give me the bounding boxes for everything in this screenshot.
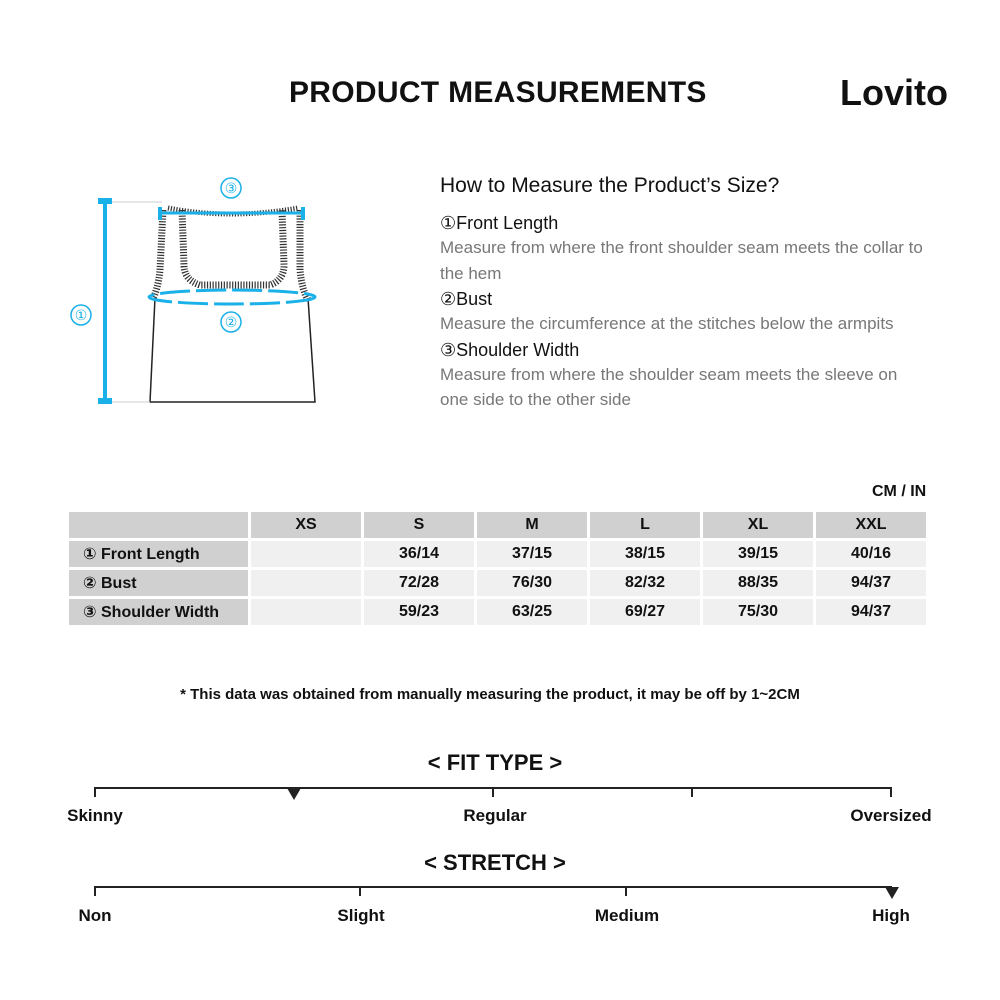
stretch-marker xyxy=(885,887,899,899)
table-header-row xyxy=(69,512,926,538)
howto-item-desc: Measure the circumference at the stitches below the armpits xyxy=(440,314,894,333)
table-cell: 37/15 xyxy=(477,541,587,567)
howto-title: How to Measure the Product’s Size? xyxy=(440,174,780,197)
table-cell: 69/27 xyxy=(590,599,700,625)
size-header: S xyxy=(364,512,474,538)
stretch-tick xyxy=(625,886,627,896)
size-header: XXL xyxy=(816,512,926,538)
marker-2: ② xyxy=(224,314,238,330)
howto-item-front-length xyxy=(440,212,930,286)
table-cell: 63/25 xyxy=(477,599,587,625)
row-label: ③ Shoulder Width xyxy=(69,599,248,625)
table-cell: 40/16 xyxy=(816,541,926,567)
table-cell: 82/32 xyxy=(590,570,700,596)
howto-item-desc: Measure from where the front shoulder seam meets the collar to the hem xyxy=(440,238,923,283)
fit-type-tick xyxy=(94,787,96,797)
stretch-tick xyxy=(94,886,96,896)
table-cell: 38/15 xyxy=(590,541,700,567)
stretch-scale-line xyxy=(95,886,892,888)
table-row xyxy=(69,599,926,625)
table-row xyxy=(69,570,926,596)
howto-item-shoulder-width xyxy=(440,339,930,413)
page-title: PRODUCT MEASUREMENTS xyxy=(289,76,707,109)
size-header: XS xyxy=(251,512,361,538)
howto-item-desc: Measure from where the shoulder seam meets the sleeve on one side to the other side xyxy=(440,364,898,409)
unit-label: CM / IN xyxy=(872,483,927,500)
table-cell: 72/28 xyxy=(364,570,474,596)
howto-item-name: ③Shoulder Width xyxy=(440,339,580,360)
marker-3: ③ xyxy=(224,180,238,196)
size-header: XL xyxy=(703,512,813,538)
brand-logo: Lovito xyxy=(840,72,948,113)
right-strap xyxy=(300,210,308,300)
size-header: M xyxy=(477,512,587,538)
table-cell: 75/30 xyxy=(703,599,813,625)
fit-label-regular: Regular xyxy=(463,806,527,825)
howto-item-bust xyxy=(440,288,930,337)
measurement-note: * This data was obtained from manually measuring the product, it may be off by 1~2CM xyxy=(180,686,800,703)
marker-1: ① xyxy=(74,307,88,323)
table-cell: 39/15 xyxy=(703,541,813,567)
fit-label-skinny: Skinny xyxy=(67,806,123,825)
stretch-tick xyxy=(359,886,361,896)
size-header: L xyxy=(590,512,700,538)
table-cell: 36/14 xyxy=(364,541,474,567)
stretch-label-high: High xyxy=(872,906,910,925)
row-label: ② Bust xyxy=(69,570,248,596)
howto-list xyxy=(440,212,930,415)
stretch-title: < STRETCH > xyxy=(424,850,566,875)
row-label: ① Front Length xyxy=(69,541,248,567)
fit-type-tick xyxy=(890,787,892,797)
howto-item-name: ②Bust xyxy=(440,289,493,309)
table-row xyxy=(69,541,926,567)
stretch-label-slight: Slight xyxy=(337,906,385,925)
fit-type-tick xyxy=(691,787,693,797)
fit-type-marker xyxy=(287,788,301,800)
stretch-label-medium: Medium xyxy=(594,906,660,925)
fit-type-tick xyxy=(492,787,494,797)
neckline xyxy=(182,210,284,285)
table-cell: 94/37 xyxy=(816,599,926,625)
table-cell: 59/23 xyxy=(364,599,474,625)
stretch-label-non: Non xyxy=(78,906,112,925)
table-cell: 94/37 xyxy=(816,570,926,596)
table-cell xyxy=(251,599,361,625)
size-table xyxy=(66,509,929,628)
table-cell: 88/35 xyxy=(703,570,813,596)
table-cell xyxy=(251,570,361,596)
table-cell: 76/30 xyxy=(477,570,587,596)
table-cell xyxy=(251,541,361,567)
fit-label-oversized: Oversized xyxy=(850,806,932,825)
left-strap xyxy=(152,210,163,300)
fit-type-title: < FIT TYPE > xyxy=(427,750,563,775)
table-corner-cell xyxy=(69,512,248,538)
howto-item-name: ①Front Length xyxy=(440,213,559,233)
tank-top-diagram xyxy=(60,170,340,420)
